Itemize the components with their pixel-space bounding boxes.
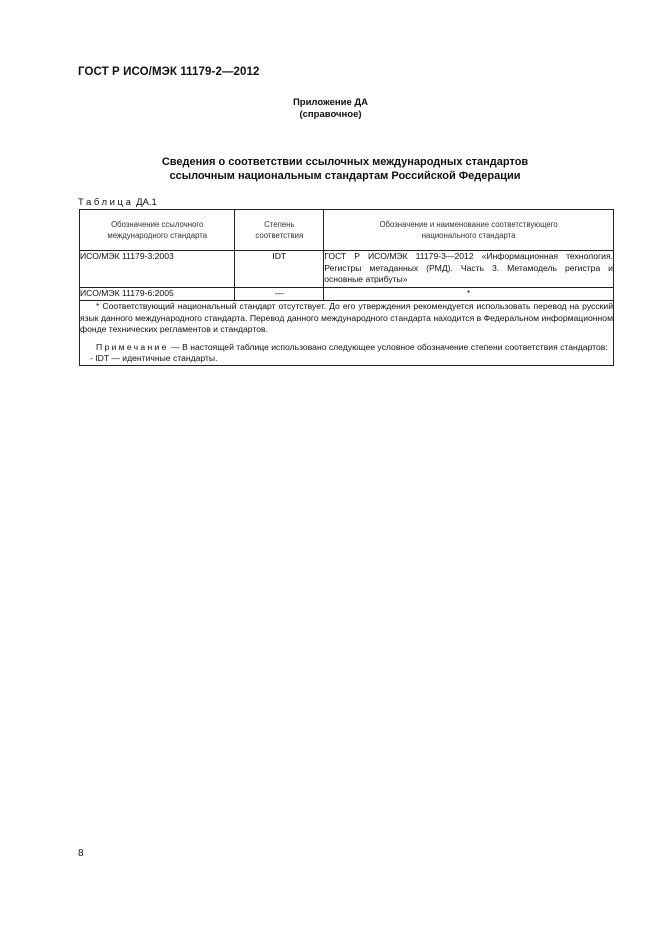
reference-table	[79, 209, 614, 366]
table-row	[80, 251, 614, 288]
cell-degree: —	[235, 288, 324, 301]
header-text: соответствия	[255, 231, 304, 240]
header-degree	[235, 210, 324, 251]
section-title	[0, 155, 661, 183]
annex-heading	[0, 97, 661, 121]
footnote-text: * Соответствующий национальный стандарт отсутствует. До его утверждения рекомендуется использовать перевод на русский язык данного международного стандарта. Перевод данного международного стандарта находится в Федеральном информационном фонде технических регламентов и стандартов.	[80, 301, 613, 334]
header-text: национального стандарта	[421, 231, 516, 240]
header-text: Обозначение и наименование соответствующего	[379, 220, 558, 229]
cell-degree: IDT	[235, 251, 324, 288]
annex-subtitle: (справочное)	[299, 109, 362, 120]
note-text: — В настоящей таблице использовано следующее условное обозначение степени соответствия стандартов:	[171, 341, 608, 352]
cell-national-standard: *	[324, 288, 614, 301]
table-caption	[78, 197, 157, 208]
page-number: 8	[78, 848, 84, 859]
table-caption-word: Таблица	[78, 197, 134, 208]
table-header-row	[80, 210, 614, 251]
cell-international-standard: ИСО/МЭК 11179-3:2003	[80, 251, 235, 288]
section-title-line-1: Сведения о соответствии ссылочных международных стандартов	[161, 156, 529, 168]
note-label: Примечание	[96, 341, 169, 352]
note-item: - IDT — идентичные стандарты.	[90, 353, 218, 363]
table-row	[80, 288, 614, 301]
header-text: Степень	[264, 220, 295, 229]
cell-international-standard: ИСО/МЭК 11179-6:2005	[80, 288, 235, 301]
header-national-standard	[324, 210, 614, 251]
header-international-standard	[80, 210, 235, 251]
table-caption-number: ДА.1	[136, 197, 157, 208]
document-code: ГОСТ Р ИСО/МЭК 11179-2—2012	[78, 66, 260, 78]
header-text: международного стандарта	[107, 231, 208, 240]
annex-title: Приложение ДА	[292, 97, 369, 108]
cell-national-standard: ГОСТ Р ИСО/МЭК 11179-3—2012 «Информационная технология. Регистры метаданных (РМД). Часть 3. Метамодель регистра и основные атрибуты»	[324, 251, 614, 288]
table-footer-row	[80, 301, 614, 366]
section-title-line-2: ссылочным национальным стандартам Российской Федерации	[169, 170, 521, 182]
header-text: Обозначение ссылочного	[111, 220, 204, 229]
table-footnotes	[80, 301, 614, 366]
table-note	[80, 342, 613, 354]
